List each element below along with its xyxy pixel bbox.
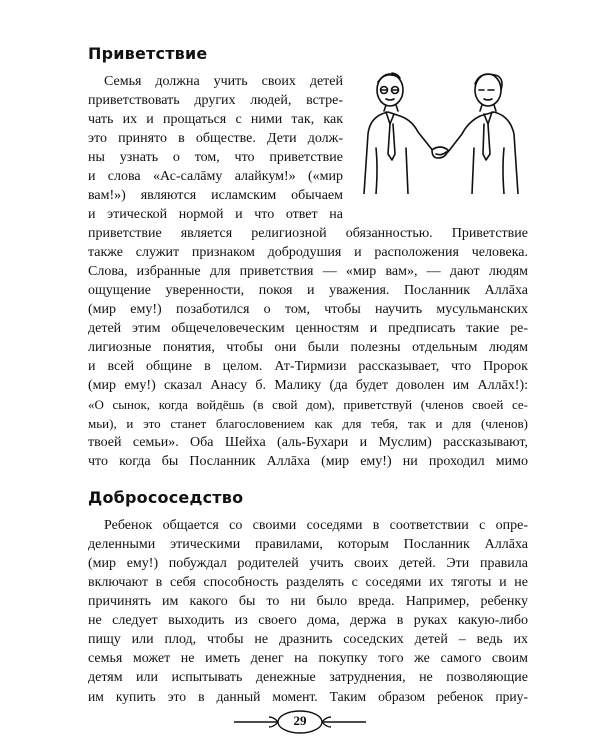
paragraph-line: приветствие является религиозной обязанностью. Приветствие — [88, 226, 528, 241]
page-number-text: 29 — [293, 713, 307, 728]
section-title-neighborliness: Добрососедство — [88, 488, 244, 507]
paragraph-line: лигиозные понятия, чтобы они были полезны отдельным людям — [88, 340, 528, 355]
paragraph-line: семья может не иметь денег на покупку того же самого своим — [88, 651, 528, 666]
paragraph-line: и слова «Ас-салāму алайкум!» («мир — [88, 169, 343, 184]
section-title-greeting: Приветствие — [88, 44, 208, 63]
paragraph-line: детям или испытывать денежные затруднения, не позволяющие — [88, 670, 528, 685]
paragraph-line: (мир ему!) позаботился о том, чтобы научить мусульманских — [88, 302, 528, 317]
paragraph-line: ны узнать о том, что приветствие — [88, 150, 343, 165]
paragraph-line: твоей семьи». Оба Шейха (аль-Бухари и Муслим) рассказывают, — [88, 435, 528, 450]
paragraph-line: включают в себя способность разделять с соседями их тяготы и не — [88, 575, 528, 590]
paragraph-line: (мир ему!) сказал Анасу б. Малику (да будет доволен им Аллāх!): — [88, 378, 528, 393]
paragraph-line: детей этим общечеловеческим ценностям и предписать такие ре- — [88, 321, 528, 336]
paragraph-line: и всей общине в целом. Ат-Тирмизи рассказывает, что Пророк — [88, 359, 528, 374]
paragraph-line: вам!») являются исламским обычаем — [88, 188, 343, 203]
handshake-illustration-icon — [348, 68, 530, 194]
paragraph-line: Слова, избранные для приветствия — «мир вам», — дают людям — [88, 264, 528, 279]
paragraph-line: приветствовать других людей, встре- — [88, 93, 343, 108]
paragraph-line: пищу или плод, чтобы не дразнить соседских детей – ведь их — [88, 632, 528, 647]
paragraph-line: и этической нормой и что ответ на — [88, 207, 343, 222]
paragraph-line: деленными этическими правилами, которым Посланник Аллāха — [88, 537, 528, 552]
paragraph-line: не следует выходить из своего дома, держа в руках какую-либо — [88, 613, 528, 628]
paragraph-line: Ребенок общается со своими соседями в соответствии с опре- — [104, 518, 528, 533]
quote-line: «О сынок, когда войдёшь (в свой дом), приветствуй (членов своей се- — [88, 397, 528, 412]
paragraph-line: Семья должна учить своих детей — [104, 74, 343, 89]
paragraph-line: (мир ему!) побуждал родителей учить своих детей. Эти правила — [88, 556, 528, 571]
paragraph-line: чать их и прощаться с ними так, как — [88, 112, 343, 127]
paragraph-line: также служит признаком добродушия и расположения человека. — [88, 245, 528, 260]
quote-line: мьи), и это станет благословением как для тебя, так и для (членов) — [88, 416, 528, 431]
paragraph-line: что когда бы Посланник Аллāха (мир ему!) ни проходил мимо — [88, 454, 528, 469]
paragraph-line: ощущение уверенности, покоя и уважения. Посланник Аллāха — [88, 283, 528, 298]
paragraph-line: причинять им какого бы то ни было вреда. Например, ребенку — [88, 594, 528, 609]
paragraph-line: это принято в обществе. Дети долж- — [88, 131, 343, 146]
paragraph-line: им купить это в данный момент. Таким образом ребенок приу- — [88, 689, 528, 704]
page-number — [230, 709, 370, 735]
